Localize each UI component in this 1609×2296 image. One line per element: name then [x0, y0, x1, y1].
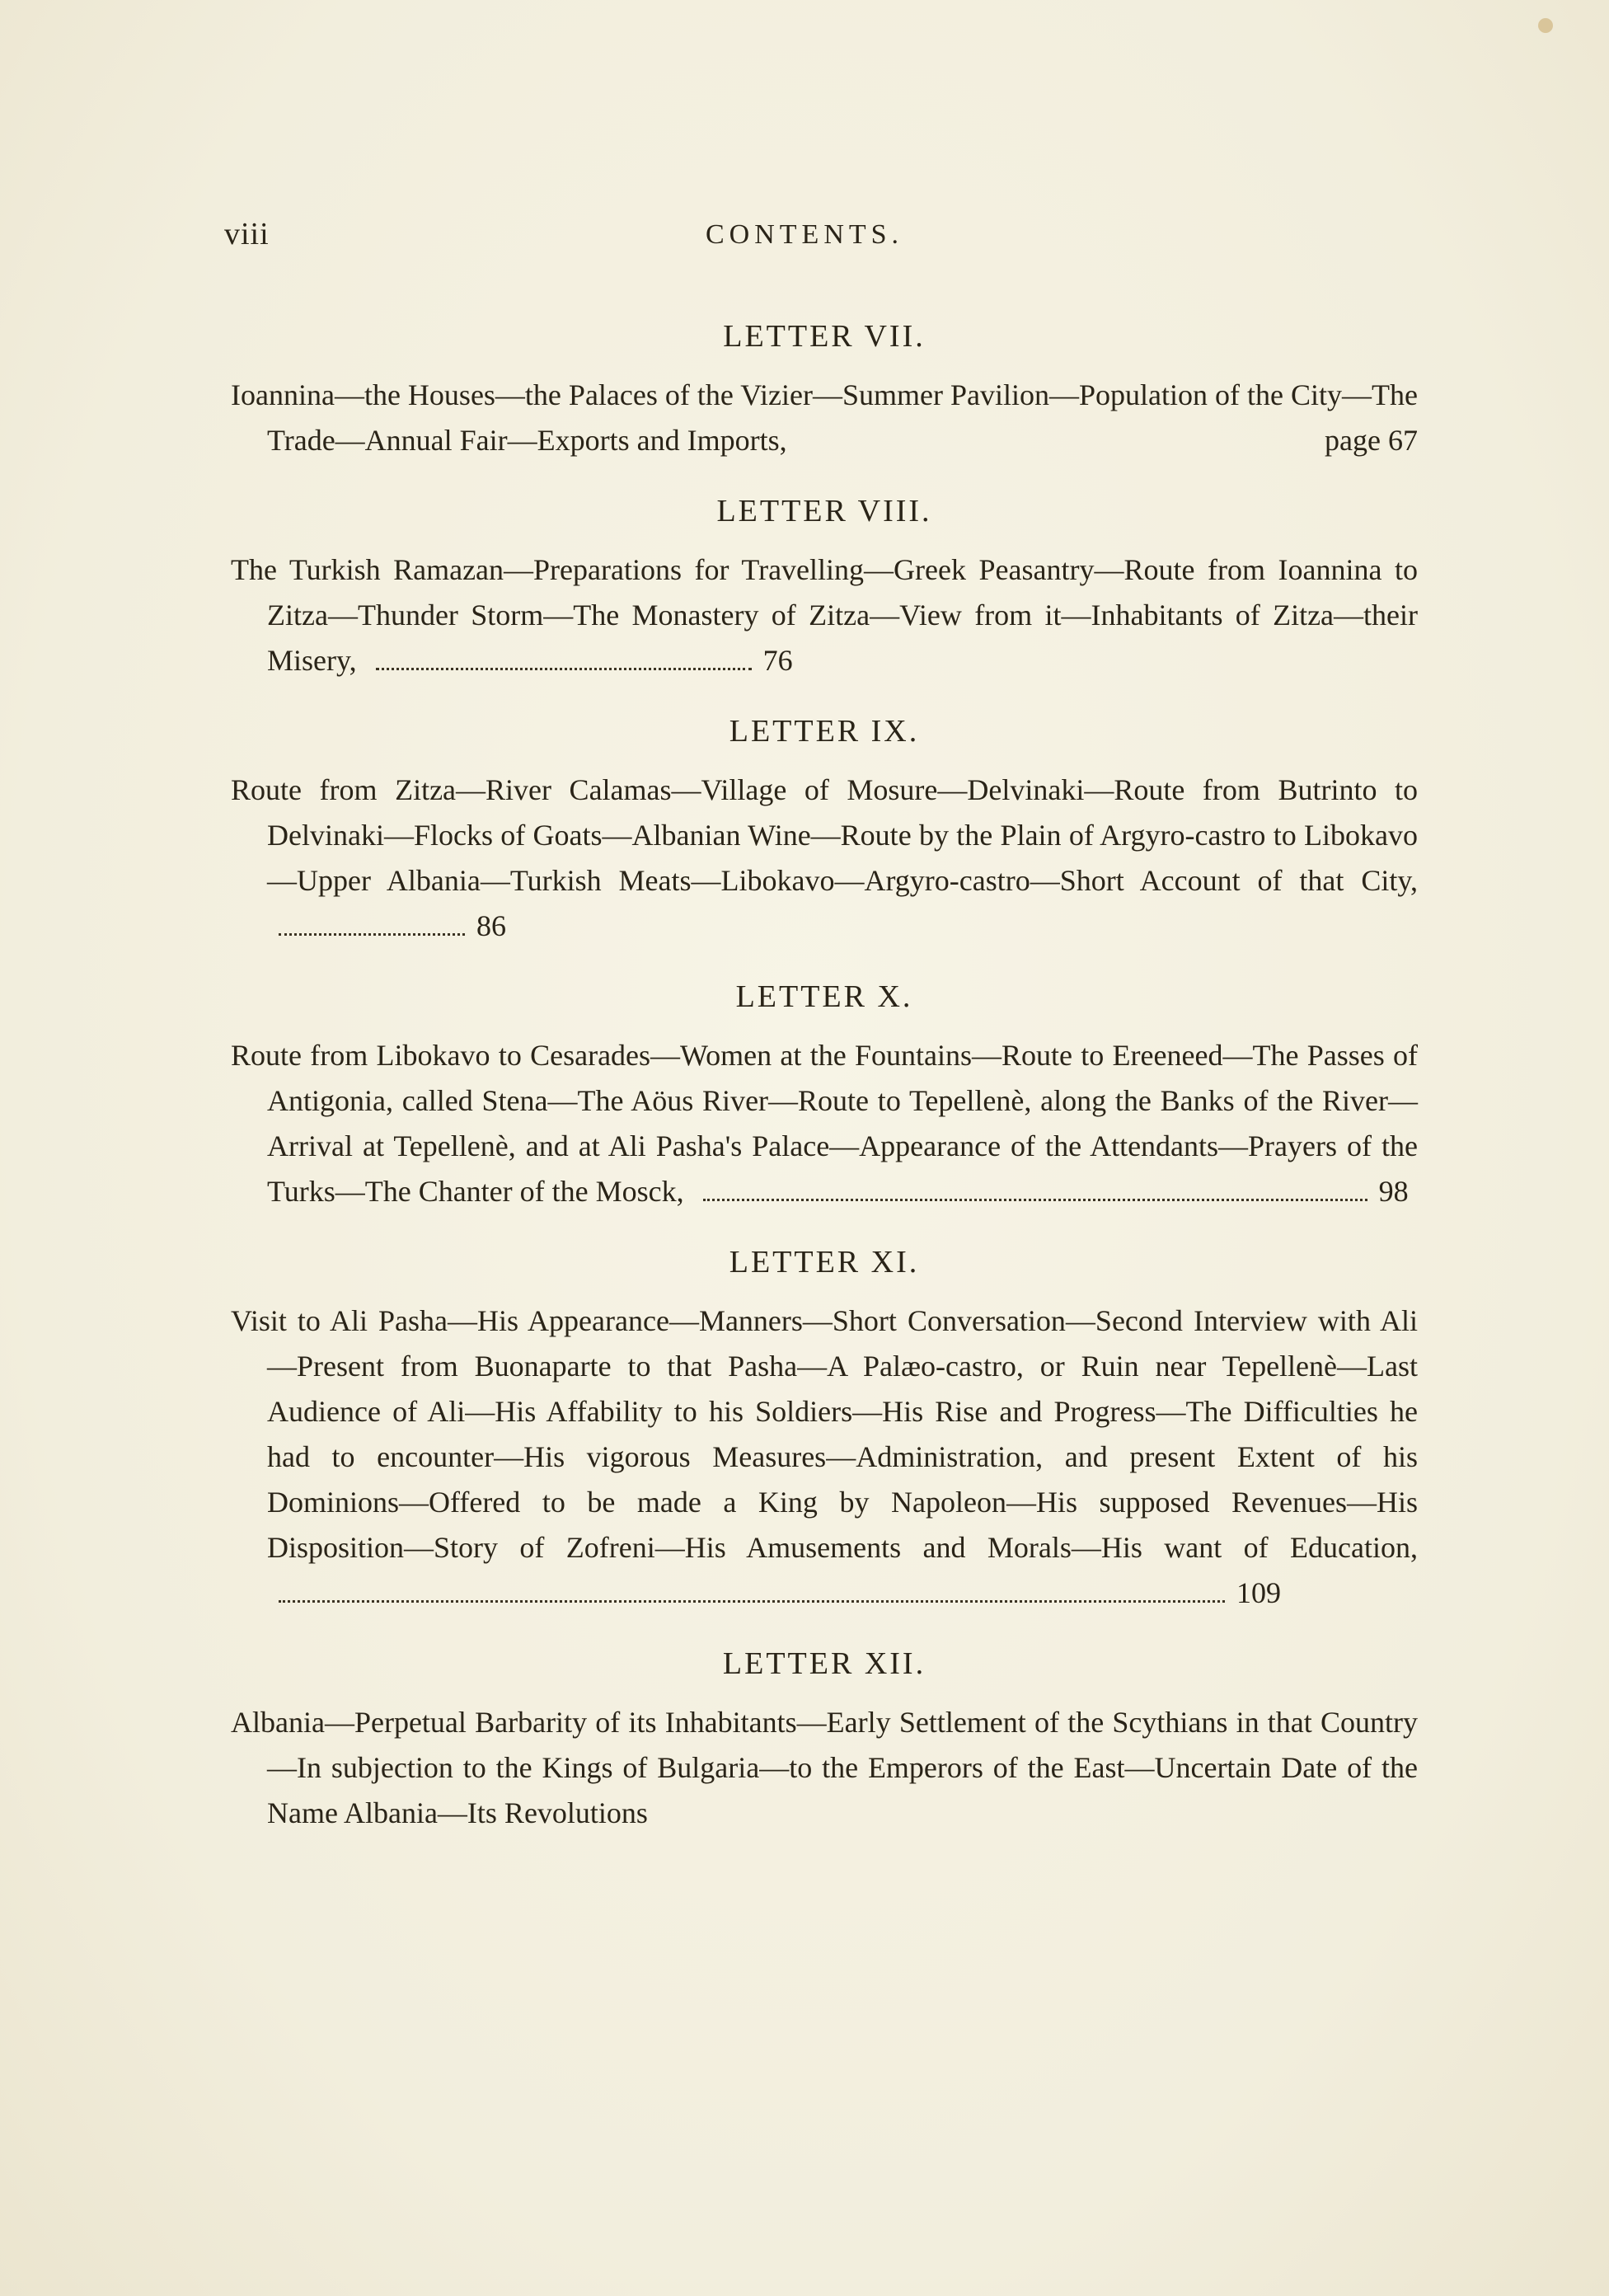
- letter-section: [231, 1641, 1418, 1836]
- letter-section: [231, 974, 1418, 1214]
- letter-heading: LETTER XII.: [722, 1646, 926, 1681]
- letter-summary: [231, 1700, 1418, 1836]
- letter-heading: LETTER VIII.: [716, 494, 932, 528]
- page-reference: 76: [762, 644, 793, 677]
- letter-section: [231, 488, 1418, 683]
- foxing-stain: [1538, 18, 1553, 33]
- summary-text: Visit to Ali Pasha—His Appearance—Manners—Short Conversation—Second Interview with Ali—Present from Buonaparte to that Pasha—A Palæo-castro, or Ruin near Tepellenè—Last Audience of Ali—His Affability to his Soldiers—His Rise and Progress—The Difficulties he had to encounter—His vigorous Measures—Administration, and present Extent of his Dominions—Offered to be made a King by Napoleon—His supposed Revenues—His Disposition—Story of Zofreni—His Amusements and Morals—His want of Education,: [231, 1304, 1418, 1564]
- letter-summary: [231, 768, 1418, 949]
- dot-leader: [279, 1599, 1225, 1603]
- summary-text: Route from Zitza—River Calamas—Village of Mosure—Delvinaki—Route from Butrinto to Delvinaki—Flocks of Goats—Albanian Wine—Route by the Plain of Argyro-castro to Libokavo—Upper Albania—Turkish Meats—Libokavo—Argyro-castro—Short Account of that City,: [231, 773, 1418, 897]
- letter-section: [231, 1239, 1418, 1616]
- leader-line: [267, 904, 506, 949]
- dot-leader: [376, 667, 752, 670]
- leader-line: [267, 1571, 1281, 1616]
- summary-text: Ioannina—the Houses—the Palaces of the Vizier—Summer Pavilion—Population of the City—The Trade—Annual Fair—Exports and Imports,: [231, 378, 1418, 457]
- running-head: [0, 216, 1609, 257]
- page-reference: 86: [476, 909, 506, 942]
- letter-heading: LETTER XI.: [729, 1245, 920, 1279]
- letter-summary: [231, 1033, 1418, 1214]
- running-head-title: CONTENTS.: [706, 219, 904, 250]
- page-reference: page 67: [1325, 424, 1418, 457]
- letter-summary: [231, 373, 1418, 463]
- letter-heading: LETTER IX.: [729, 714, 920, 749]
- letter-heading: LETTER X.: [735, 979, 913, 1014]
- page-number: viii: [224, 217, 270, 251]
- summary-text: Route from Libokavo to Cesarades—Women at the Fountains—Route to Ereeneed—The Passes of Antigonia, called Stena—The Aöus River—Route to Tepellenè, along the Banks of the River—Arrival at Tepellenè, and at Ali Pasha's Palace—Appearance of the Attendants—Prayers of the Turks—The Chanter of the Mosck,: [231, 1039, 1418, 1208]
- letter-section: [231, 708, 1418, 949]
- summary-text: Albania—Perpetual Barbarity of its Inhabitants—Early Settlement of the Scythians in that Country—In subjection to the Kings of Bulgaria—to the Emperors of the East—Uncertain Date of the Name Albania—Its Revolutions: [231, 1706, 1418, 1829]
- contents-list: [231, 313, 1418, 1861]
- leader-line: [692, 1169, 1409, 1214]
- letter-section: [231, 313, 1418, 463]
- summary-text: The Turkish Ramazan—Preparations for Travelling—Greek Peasantry—Route from Ioannina to Zitza—Thunder Storm—The Monastery of Zitza—View from it—Inhabitants of Zitza—their Misery,: [231, 553, 1418, 677]
- page-reference: 98: [1378, 1175, 1409, 1208]
- letter-summary: [231, 1298, 1418, 1616]
- letter-summary: [231, 547, 1418, 683]
- dot-leader: [703, 1198, 1367, 1201]
- letter-heading: LETTER VII.: [723, 319, 926, 354]
- leader-line: [364, 638, 793, 683]
- page-reference: 109: [1236, 1576, 1281, 1609]
- dot-leader: [279, 932, 465, 936]
